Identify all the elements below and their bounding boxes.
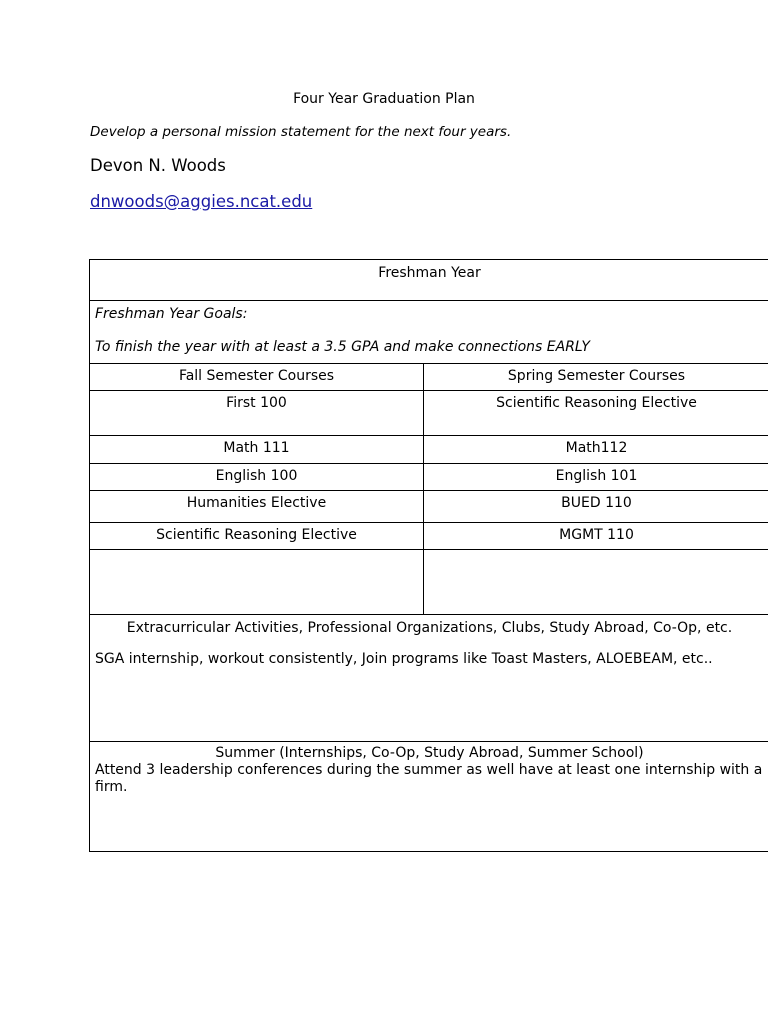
fall-course: First 100 [226,395,287,411]
table-row [90,391,768,436]
table-row [90,464,768,491]
spring-header-cell [424,364,768,391]
spring-course: BUED 110 [561,495,632,511]
extracurricular-text: SGA internship, workout consistently, Join programs like Toast Masters, ALOEBEAM, etc.. [95,651,713,667]
fall-course: Math 111 [223,440,290,456]
year-header: Freshman Year [378,265,481,281]
table-row [90,491,768,523]
spring-course: Math112 [565,440,628,456]
freshman-plan-table [89,259,768,852]
spring-course: English 101 [555,468,638,484]
table-row [90,436,768,464]
mission-prompt: Develop a personal mission statement for the next four years. [90,124,512,140]
goals-cell [90,301,768,364]
spring-course: MGMT 110 [559,527,634,543]
email-link[interactable]: dnwoods@aggies.ncat.edu [90,192,313,211]
author-name: Devon N. Woods [90,156,226,175]
extracurricular-header: Extracurricular Activities, Professional Organizations, Clubs, Study Abroad, Co-Op, etc. [126,620,733,636]
summer-cell [90,742,768,852]
fall-course: English 100 [215,468,298,484]
spring-semester-header: Spring Semester Courses [507,368,686,384]
summer-text: Attend 3 leadership conferences during the summer as well have at least one internship with a firm. [95,762,763,795]
fall-header-cell [90,364,424,391]
fall-semester-header: Fall Semester Courses [178,368,335,384]
goals-label: Freshman Year Goals: [95,306,248,322]
extracurricular-cell [90,615,768,742]
summer-header: Summer (Internships, Co-Op, Study Abroad, Summer School) [215,745,644,761]
empty-fall-cell [90,550,424,615]
empty-course-row [90,550,768,615]
table-row [90,523,768,550]
document-title: Four Year Graduation Plan [293,91,475,107]
empty-spring-cell [424,550,768,615]
fall-course: Humanities Elective [186,495,327,511]
goals-text: To finish the year with at least a 3.5 GPA and make connections EARLY [95,339,590,355]
spring-course: Scientific Reasoning Elective [496,395,697,411]
year-header-cell [90,260,768,301]
fall-course: Scientific Reasoning Elective [156,527,357,543]
